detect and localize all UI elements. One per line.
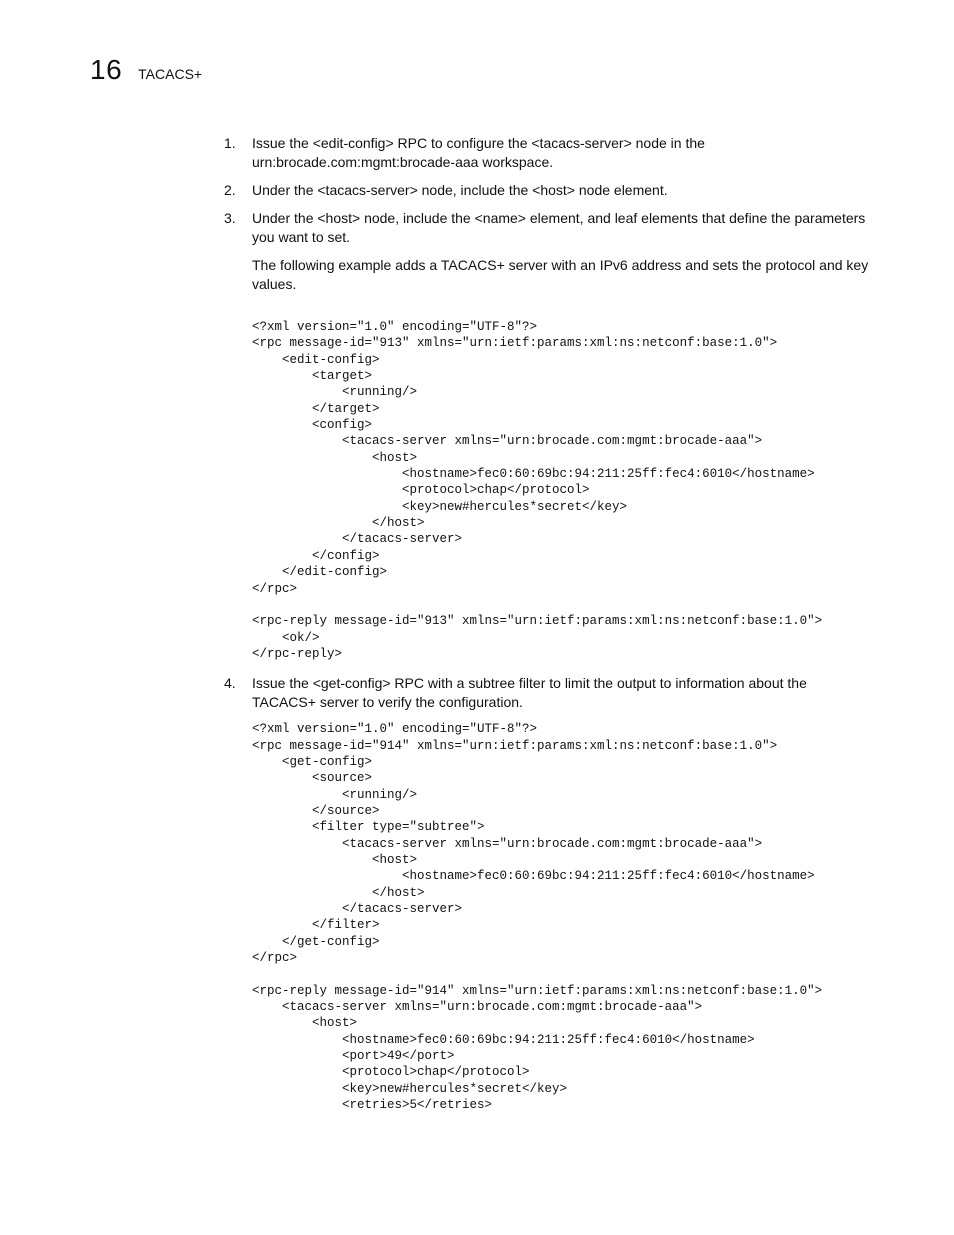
example-paragraph: The following example adds a TACACS+ server with an IPv6 address and sets the protocol and key values. (252, 257, 869, 292)
step-3 (224, 209, 874, 247)
step-number: 2. (224, 182, 236, 198)
step-4 (224, 674, 874, 712)
step-text: Issue the <get-config> RPC with a subtree filter to limit the output to information about the TACACS+ server to verify the configuration. (252, 675, 807, 711)
chapter-title: TACACS+ (138, 66, 203, 82)
page-content (224, 134, 874, 1113)
code-block-edit-config: <?xml version="1.0" encoding="UTF-8"?> <rpc message-id="913" xmlns="urn:ietf:params:xml:ns:netconf:base:1.0"> <edit-config> <target> <running/> </target> <config> <tacacs-server xmlns="urn:brocade.com:mgmt:brocade-aaa"> <host> <hostname>fec0:60:69bc:94:211:25ff:fec4:6010</hostname> <protocol>chap</protocol> <key>new#hercules*secret</key> </host> </tacacs-server> </config> </edit-config> </rpc> <rpc-reply message-id="913" xmlns="urn:ietf:params:xml:ns:netconf:base:1.0"> <ok/> </rpc-reply> (252, 320, 823, 661)
page-header (90, 54, 202, 86)
step-text: Issue the <edit-config> RPC to configure the <tacacs-server> node in the urn:brocade.com:mgmt:brocade-aaa workspace. (252, 135, 705, 170)
chapter-number: 16 (90, 54, 123, 85)
step-2 (224, 181, 874, 200)
step-1 (224, 134, 874, 172)
step-number: 4. (224, 675, 236, 692)
step-text: Under the <host> node, include the <name> element, and leaf elements that define the parameters you want to set. (252, 210, 866, 245)
step-number: 3. (224, 210, 236, 226)
code-block-get-config: <?xml version="1.0" encoding="UTF-8"?> <rpc message-id="914" xmlns="urn:ietf:params:xml:ns:netconf:base:1.0"> <get-config> <source> <running/> </source> <filter type="subtree"> <tacacs-server xmlns="urn:brocade.com:mgmt:brocade-aaa"> <host> <hostname>fec0:60:69bc:94:211:25ff:fec4:6010</hostname> </host> </tacacs-server> </filter> </get-config> </rpc> <rpc-reply message-id="914" xmlns="urn:ietf:params:xml:ns:netconf:base:1.0"> <tacacs-server xmlns="urn:brocade.com:mgmt:brocade-aaa"> <host> <hostname>fec0:60:69bc:94:211:25ff:fec4:6010</hostname> <port>49</port> <protocol>chap</protocol> <key>new#hercules*secret</key> <retries>5</retries> (252, 722, 823, 1113)
step-text: Under the <tacacs-server> node, include the <host> node element. (252, 182, 668, 198)
step-number: 1. (224, 135, 236, 151)
